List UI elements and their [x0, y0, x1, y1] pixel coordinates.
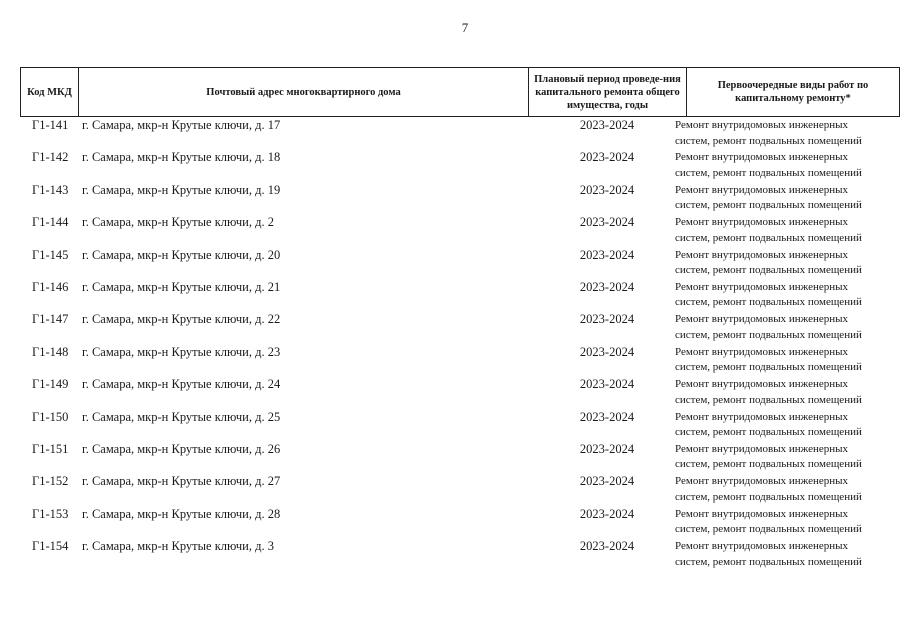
cell-works — [675, 442, 900, 473]
cell-code: Г1-146 — [32, 279, 69, 294]
cell-code: Г1-148 — [32, 344, 69, 359]
cell-works-line1: Ремонт внутридомовых инженерных — [675, 442, 849, 455]
cell-works-line2: систем, ремонт подвальных помещений — [675, 296, 862, 309]
table-row — [20, 247, 900, 279]
cell-works-line1: Ремонт внутридомовых инженерных — [675, 313, 849, 326]
cell-period: 2023-2024 — [579, 215, 635, 230]
cell-address: г. Самара, мкр-н Крутые ключи, д. 3 — [82, 539, 274, 554]
cell-code: Г1-151 — [32, 441, 69, 456]
cell-code: Г1-144 — [32, 215, 69, 230]
cell-works — [675, 248, 900, 279]
table-row — [20, 538, 900, 570]
page-number: 7 — [461, 20, 469, 35]
table-row — [20, 409, 900, 441]
cell-code: Г1-149 — [32, 377, 69, 392]
cell-works — [675, 507, 900, 538]
cell-works-line2: систем, ремонт подвальных помещений — [675, 328, 862, 341]
cell-works — [675, 377, 900, 408]
cell-address: г. Самара, мкр-н Крутые ключи, д. 27 — [82, 474, 281, 489]
cell-code: Г1-145 — [32, 247, 69, 262]
cell-address: г. Самара, мкр-н Крутые ключи, д. 20 — [82, 247, 281, 262]
cell-works-line1: Ремонт внутридомовых инженерных — [675, 345, 849, 358]
cell-works-line2: систем, ремонт подвальных помещений — [675, 231, 862, 244]
table-row — [20, 376, 900, 408]
cell-works-line2: систем, ремонт подвальных помещений — [675, 458, 862, 471]
cell-works — [675, 474, 900, 505]
cell-works — [675, 312, 900, 343]
cell-code: Г1-141 — [32, 118, 69, 132]
cell-works-line1: Ремонт внутридомовых инженерных — [675, 280, 849, 293]
table-body — [20, 117, 900, 570]
cell-works — [675, 150, 900, 181]
cell-code: Г1-152 — [32, 474, 69, 489]
table-row — [20, 344, 900, 376]
cell-address: г. Самара, мкр-н Крутые ключи, д. 17 — [82, 118, 281, 132]
cell-works-line1: Ремонт внутридомовых инженерных — [675, 540, 849, 553]
cell-period: 2023-2024 — [579, 150, 635, 165]
cell-works-line1: Ремонт внутридомовых инженерных — [675, 216, 849, 229]
header-works: Первоочередные виды работ по капитальному ремонту* — [717, 80, 869, 104]
cell-address: г. Самара, мкр-н Крутые ключи, д. 28 — [82, 506, 281, 521]
cell-works — [675, 215, 900, 246]
cell-period: 2023-2024 — [579, 474, 635, 489]
cell-period: 2023-2024 — [579, 344, 635, 359]
cell-works — [675, 345, 900, 376]
cell-address: г. Самара, мкр-н Крутые ключи, д. 21 — [82, 279, 281, 294]
cell-period: 2023-2024 — [579, 247, 635, 262]
cell-works-line2: систем, ремонт подвальных помещений — [675, 264, 862, 277]
table-header — [20, 67, 900, 117]
cell-works — [675, 539, 900, 570]
cell-period: 2023-2024 — [579, 312, 635, 327]
cell-address: г. Самара, мкр-н Крутые ключи, д. 18 — [82, 150, 281, 165]
cell-works-line1: Ремонт внутридомовых инженерных — [675, 475, 849, 488]
cell-address: г. Самара, мкр-н Крутые ключи, д. 25 — [82, 409, 281, 424]
cell-works — [675, 118, 900, 149]
cell-address: г. Самара, мкр-н Крутые ключи, д. 19 — [82, 182, 281, 197]
cell-code: Г1-150 — [32, 409, 69, 424]
cell-works-line1: Ремонт внутридомовых инженерных — [675, 183, 849, 196]
cell-works-line2: систем, ремонт подвальных помещений — [675, 490, 862, 503]
cell-address: г. Самара, мкр-н Крутые ключи, д. 26 — [82, 441, 281, 456]
cell-period: 2023-2024 — [579, 279, 635, 294]
cell-works-line2: систем, ремонт подвальных помещений — [675, 555, 862, 568]
cell-works — [675, 280, 900, 311]
cell-works-line1: Ремонт внутридомовых инженерных — [675, 410, 849, 423]
cell-period: 2023-2024 — [579, 377, 635, 392]
cell-works-line1: Ремонт внутридомовых инженерных — [675, 378, 849, 391]
cell-code: Г1-143 — [32, 182, 69, 197]
cell-works-line1: Ремонт внутридомовых инженерных — [675, 119, 849, 131]
cell-period: 2023-2024 — [579, 118, 635, 132]
table-row — [20, 473, 900, 505]
cell-works-line1: Ремонт внутридомовых инженерных — [675, 151, 849, 164]
cell-works-line2: систем, ремонт подвальных помещений — [675, 523, 862, 536]
cell-address: г. Самара, мкр-н Крутые ключи, д. 23 — [82, 344, 281, 359]
table-row — [20, 149, 900, 181]
cell-works-line1: Ремонт внутридомовых инженерных — [675, 248, 849, 261]
cell-code: Г1-153 — [32, 506, 69, 521]
table-row — [20, 279, 900, 311]
cell-period: 2023-2024 — [579, 182, 635, 197]
table-row — [20, 214, 900, 246]
cell-works-line2: систем, ремонт подвальных помещений — [675, 134, 862, 147]
header-period: Плановый период проведе-ния капитального ремонта общего имущества, годы — [529, 68, 687, 116]
cell-works-line2: систем, ремонт подвальных помещений — [675, 393, 862, 406]
header-address: Почтовый адрес многоквартирного дома — [79, 68, 529, 116]
cell-works-line2: систем, ремонт подвальных помещений — [675, 166, 862, 179]
cell-address: г. Самара, мкр-н Крутые ключи, д. 2 — [82, 215, 274, 230]
cell-period: 2023-2024 — [579, 441, 635, 456]
cell-address: г. Самара, мкр-н Крутые ключи, д. 24 — [82, 377, 281, 392]
cell-address: г. Самара, мкр-н Крутые ключи, д. 22 — [82, 312, 281, 327]
cell-works — [675, 183, 900, 214]
table-row — [20, 182, 900, 214]
table-row — [20, 506, 900, 538]
cell-period: 2023-2024 — [579, 409, 635, 424]
cell-period: 2023-2024 — [579, 539, 635, 554]
cell-works-line1: Ремонт внутридомовых инженерных — [675, 507, 849, 520]
cell-works — [675, 410, 900, 441]
cell-works-line2: систем, ремонт подвальных помещений — [675, 426, 862, 439]
cell-code: Г1-147 — [32, 312, 69, 327]
table-row — [20, 311, 900, 343]
table-row — [20, 441, 900, 473]
cell-code: Г1-154 — [32, 539, 69, 554]
cell-period: 2023-2024 — [579, 506, 635, 521]
cell-code: Г1-142 — [32, 150, 69, 165]
table-row — [20, 117, 900, 149]
cell-works-line2: систем, ремонт подвальных помещений — [675, 199, 862, 212]
header-code: Код МКД — [21, 68, 79, 116]
cell-works-line2: систем, ремонт подвальных помещений — [675, 361, 862, 374]
